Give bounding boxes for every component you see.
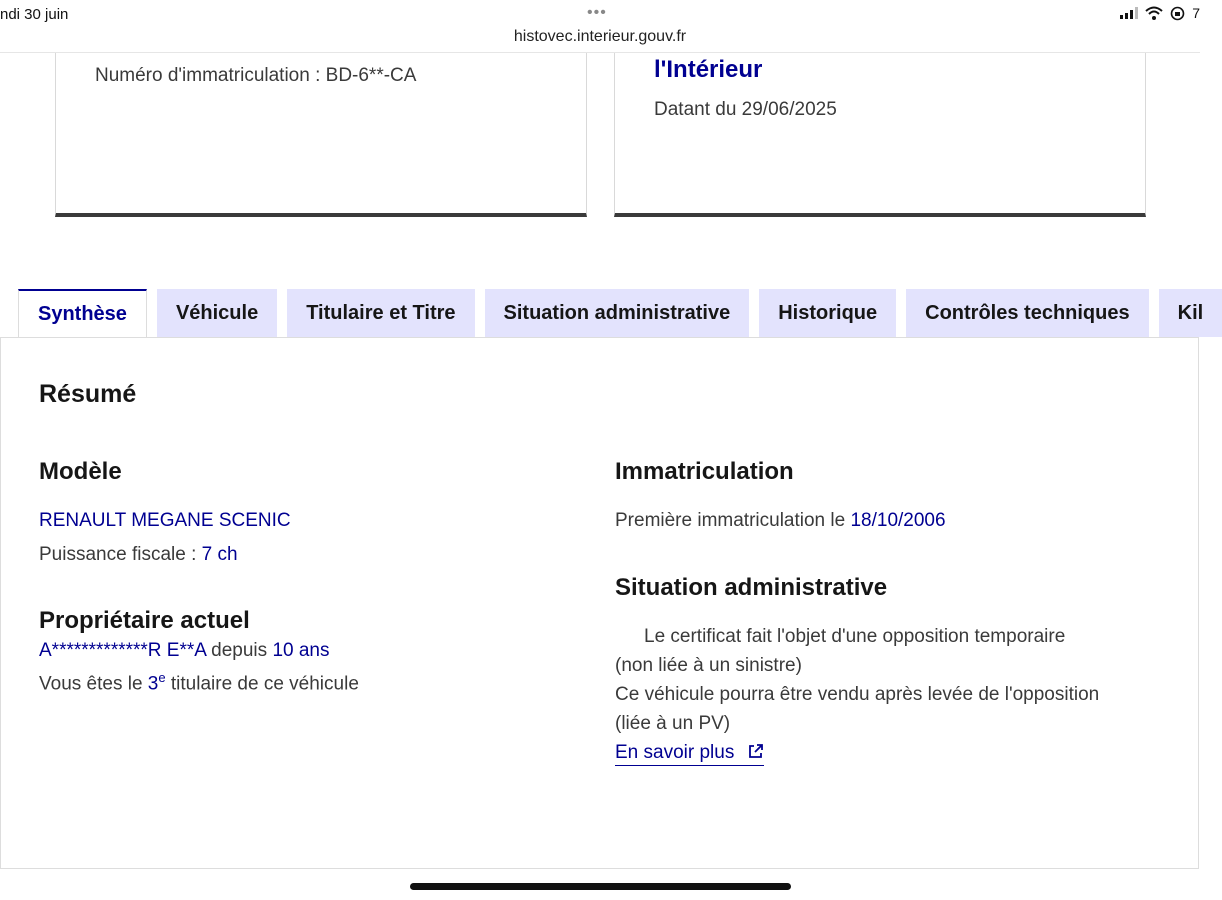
owner-since-value: 10 ans (272, 640, 330, 661)
tab-bar (18, 289, 1222, 337)
status-icons (1120, 5, 1200, 21)
tab-vehicule[interactable]: Véhicule (157, 289, 277, 337)
address-bar-url[interactable]: histovec.interieur.gouv.fr (513, 28, 687, 45)
admin-line-3: Ce véhicule pourra être vendu après levée de l'opposition (615, 684, 1100, 705)
tab-controles-techniques[interactable]: Contrôles techniques (906, 289, 1148, 337)
tab-historique[interactable]: Historique (759, 289, 896, 337)
registration-heading: Immatriculation (615, 458, 794, 485)
owner-rank-prefix: Vous êtes le (39, 673, 148, 695)
learn-more-link[interactable] (615, 742, 764, 764)
owner-since-label: depuis (205, 640, 273, 661)
model-heading: Modèle (39, 458, 122, 485)
model-name: RENAULT MEGANE SCENIC (39, 510, 291, 531)
status-date: ndi 30 juin (0, 6, 69, 23)
more-dots-icon[interactable]: ••• (587, 4, 607, 21)
learn-more-label[interactable]: En savoir plus (615, 742, 764, 766)
external-link-icon (748, 743, 764, 759)
owner-rank-line (39, 670, 359, 695)
wifi-icon (1145, 6, 1163, 20)
admin-line-2: (non liée à un sinistre) (615, 655, 802, 676)
first-registration-date: 18/10/2006 (850, 510, 946, 531)
browser-status-bar (0, 0, 1200, 53)
admin-heading: Situation administrative (615, 574, 888, 601)
ministry-title: l'Intérieur (654, 56, 763, 83)
battery-percent: 7 (1192, 5, 1200, 21)
first-registration-line (615, 510, 946, 532)
tab-titulaire-et-titre[interactable]: Titulaire et Titre (287, 289, 474, 337)
fiscal-power-label: Puissance fiscale : (39, 544, 202, 565)
report-date-text: Datant du 29/06/2025 (654, 99, 837, 120)
tab-synthese[interactable]: Synthèse (18, 289, 147, 338)
tab-situation-administrative[interactable]: Situation administrative (485, 289, 750, 337)
plate-number-text: Numéro d'immatriculation : BD-6**-CA (95, 65, 417, 86)
orientation-lock-icon (1170, 6, 1185, 21)
plate-card (55, 53, 587, 217)
owner-rank-number: 3 (147, 673, 159, 695)
owner-line (39, 640, 329, 662)
owner-rank-suffix: titulaire de ce véhicule (165, 673, 359, 695)
owner-heading: Propriétaire actuel (39, 607, 250, 634)
admin-line-1: Le certificat fait l'objet d'une opposition temporaire (644, 626, 1066, 647)
ministry-card (614, 53, 1146, 217)
owner-rank-sup: e (158, 670, 166, 685)
tab-kilometrage[interactable]: Kil (1159, 289, 1222, 337)
first-registration-label: Première immatriculation le (615, 510, 851, 531)
admin-line-4: (liée à un PV) (615, 713, 731, 734)
cellular-signal-icon (1120, 7, 1138, 19)
fiscal-power-line (39, 544, 238, 566)
tab-panel-synthese (0, 337, 1199, 869)
owner-name: A*************R E**A (39, 640, 206, 661)
summary-heading: Résumé (39, 380, 137, 408)
fiscal-power-value: 7 ch (201, 544, 238, 565)
home-indicator[interactable] (410, 883, 791, 890)
